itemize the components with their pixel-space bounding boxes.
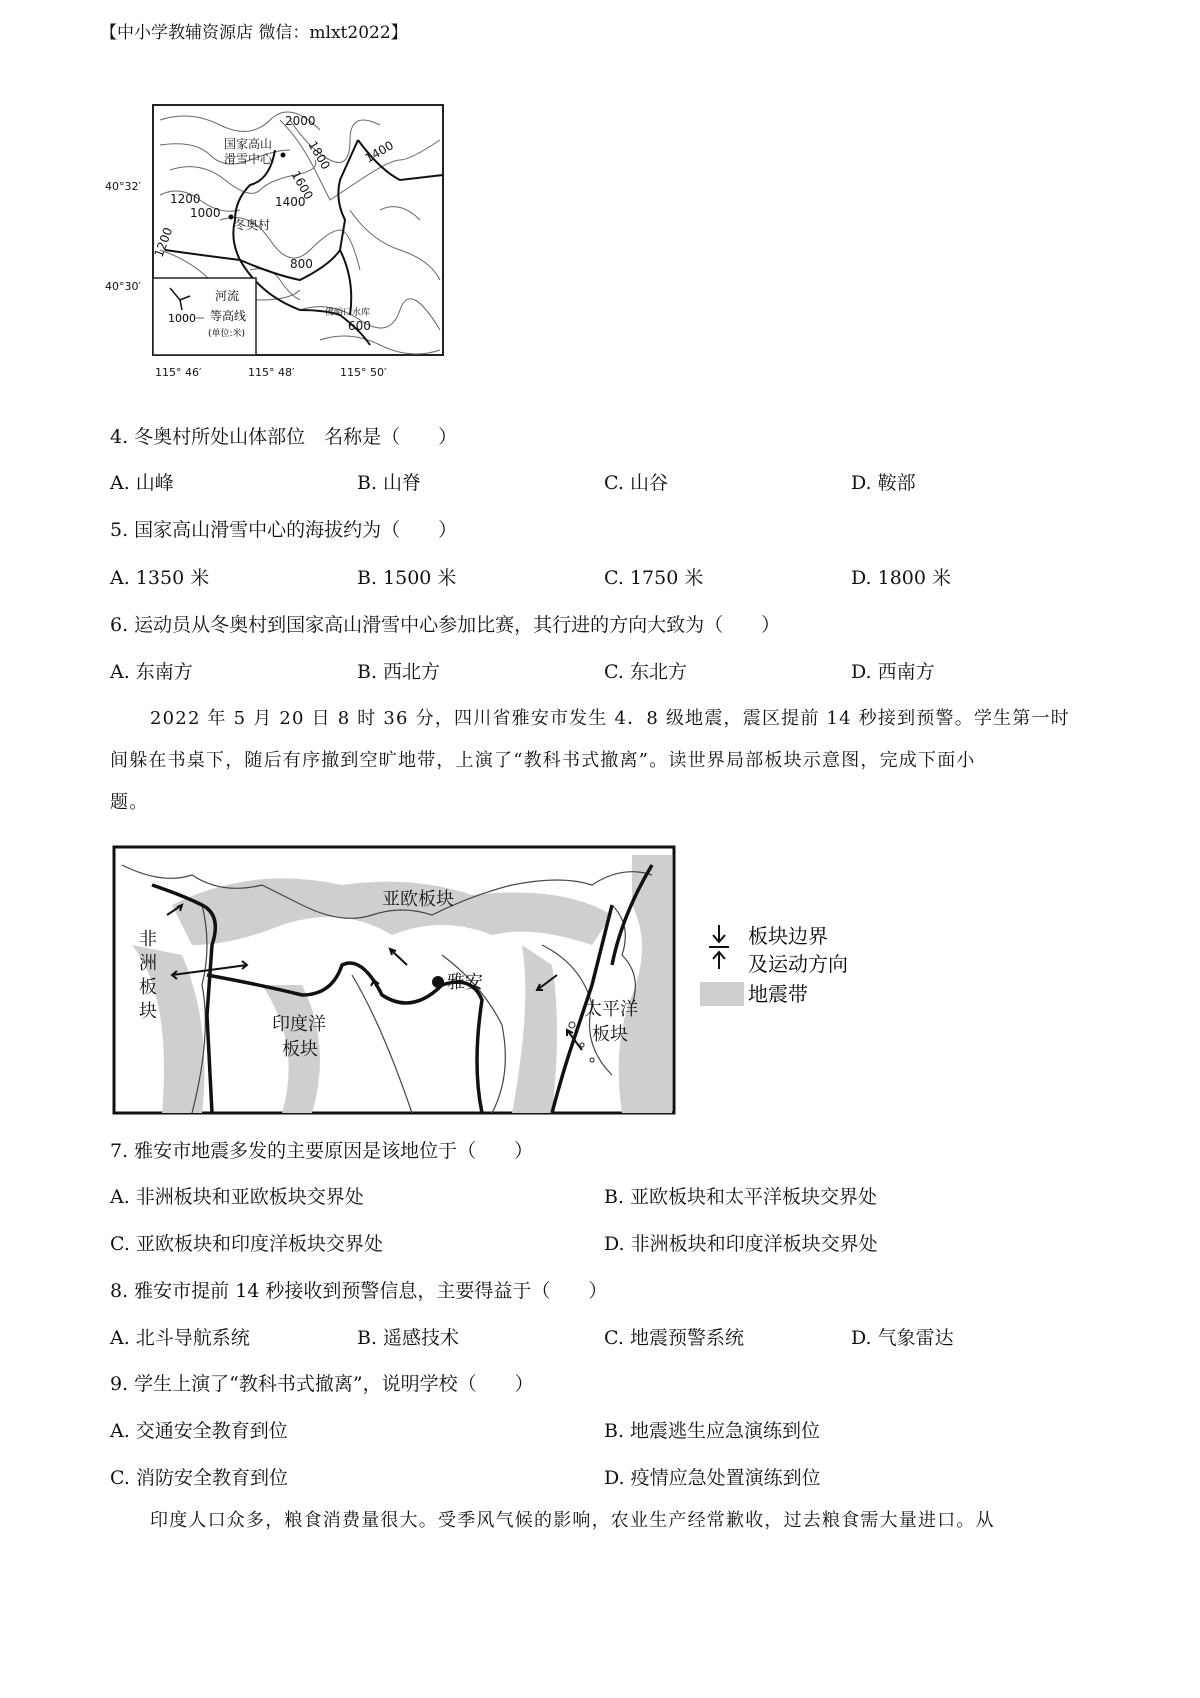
contour-label-600: 600 — [348, 319, 371, 333]
q7-option-d[interactable]: D. 非洲板块和印度洋板块交界处 — [604, 1233, 878, 1255]
q4-option-d[interactable]: D. 鞍部 — [851, 472, 916, 494]
question-7: 7. 雅安市地震多发的主要原因是该地位于（ ） — [110, 1140, 534, 1162]
q7-option-b[interactable]: B. 亚欧板块和太平洋板块交界处 — [604, 1186, 878, 1208]
label-african-3: 板 — [139, 977, 157, 998]
q8-option-b[interactable]: B. 遥感技术 — [357, 1327, 460, 1349]
q6-option-d[interactable]: D. 西南方 — [851, 661, 935, 683]
lat-label-30: 40°30′ — [105, 280, 141, 293]
contour-label-2000: 2000 — [285, 114, 316, 128]
q8-option-a[interactable]: A. 北斗导航系统 — [110, 1327, 250, 1349]
legend-contour-label: 等高线 — [210, 309, 247, 323]
label-african-1: 非 — [139, 929, 157, 950]
passage-earthquake-line-3: 题。 — [110, 792, 149, 813]
plate-boundary-map — [112, 845, 882, 1115]
contour-label-1400b: 1400 — [362, 138, 396, 166]
label-indian-2: 板块 — [282, 1039, 318, 1060]
olympic-village-label: 冬奥村 — [234, 218, 271, 232]
q5-option-a[interactable]: A. 1350 米 — [110, 567, 210, 589]
topographic-map — [100, 100, 450, 400]
lon-label-50: 115° 50′ — [340, 366, 387, 379]
q8-option-c[interactable]: C. 地震预警系统 — [604, 1327, 744, 1349]
contour-label-1200a: 1200 — [170, 192, 201, 206]
passage-india: 印度人口众多，粮食消费量很大。受季风气候的影响，农业生产经常歉收，过去粮食需大量进口。从 — [150, 1510, 995, 1531]
quake-belt-swatch — [700, 982, 744, 1006]
boundary-arrow-down-icon — [713, 925, 725, 942]
plate-legend — [700, 924, 848, 1006]
yaan-marker — [432, 976, 444, 988]
legend-boundary-1: 板块边界 — [748, 924, 828, 948]
legend-unit-label: (单位:米) — [208, 329, 246, 339]
boundary-arrow-up-icon — [713, 952, 725, 969]
label-african-2: 洲 — [139, 953, 157, 974]
q9-option-a[interactable]: A. 交通安全教育到位 — [110, 1420, 288, 1442]
q7-option-a[interactable]: A. 非洲板块和亚欧板块交界处 — [110, 1186, 364, 1208]
label-yaan: 雅安 — [447, 972, 483, 993]
passage-earthquake-line-1: 2022 年 5 月 20 日 8 时 36 分，四川省雅安市发生 4．8 级地震，震区提前 14 秒接到预警。学生第一时 — [150, 708, 1070, 729]
q5-option-c[interactable]: C. 1750 米 — [604, 567, 704, 589]
q6-option-a[interactable]: A. 东南方 — [110, 661, 193, 683]
contour-label-1200b: 1200 — [151, 225, 176, 260]
question-9: 9. 学生上演了“教科书式撤离”，说明学校（ ） — [110, 1373, 534, 1395]
q6-option-c[interactable]: C. 东北方 — [604, 661, 687, 683]
legend-river-label: 河流 — [215, 289, 240, 303]
q4-option-a[interactable]: A. 山峰 — [110, 472, 174, 494]
label-pacific-2: 板块 — [592, 1024, 628, 1045]
question-5: 5. 国家高山滑雪中心的海拔约为（ ） — [110, 519, 458, 541]
legend-contour-sample: 1000 — [168, 312, 196, 325]
label-eurasian-plate: 亚欧板块 — [382, 889, 454, 910]
q5-option-b[interactable]: B. 1500 米 — [357, 567, 457, 589]
q9-option-b[interactable]: B. 地震逃生应急演练到位 — [604, 1420, 821, 1442]
contour-label-1000: 1000 — [190, 206, 221, 220]
lon-label-48: 115° 48′ — [248, 366, 295, 379]
q6-option-b[interactable]: B. 西北方 — [357, 661, 441, 683]
question-6: 6. 运动员从冬奥村到国家高山滑雪中心参加比赛，其行进的方向大致为（ ） — [110, 614, 781, 636]
contour-label-1400a: 1400 — [275, 195, 306, 209]
lat-label-32: 40°32′ — [105, 180, 141, 193]
passage-earthquake-line-2: 间躲在书桌下，随后有序撤到空旷地带，上演了“教科书式撤离”。读世界局部板块示意图，完成下面小 — [110, 750, 976, 771]
reservoir-label: 佛峪口水库 — [325, 308, 371, 318]
ski-center-label-2: 滑雪中心 — [224, 152, 273, 166]
label-indian-1: 印度洋 — [272, 1014, 326, 1035]
q5-option-d[interactable]: D. 1800 米 — [851, 567, 952, 589]
q4-option-b[interactable]: B. 山脊 — [357, 472, 422, 494]
contour-label-1600: 1600 — [288, 168, 316, 202]
ski-center-label-1: 国家高山 — [224, 137, 273, 151]
label-african-4: 块 — [139, 1001, 157, 1022]
question-4: 4. 冬奥村所处山体部位 名称是（ ） — [110, 426, 458, 448]
q8-option-d[interactable]: D. 气象雷达 — [851, 1327, 954, 1349]
q9-option-d[interactable]: D. 疫情应急处置演练到位 — [604, 1467, 821, 1489]
contour-label-1800: 1800 — [305, 138, 333, 172]
question-8: 8. 雅安市提前 14 秒接收到预警信息，主要得益于（ ） — [110, 1280, 608, 1302]
q7-option-c[interactable]: C. 亚欧板块和印度洋板块交界处 — [110, 1233, 383, 1255]
contour-label-800: 800 — [290, 257, 313, 271]
lon-label-46: 115° 46′ — [155, 366, 202, 379]
label-pacific-1: 太平洋 — [584, 999, 638, 1020]
legend-quake-belt: 地震带 — [748, 982, 808, 1006]
passage-earthquake — [110, 698, 1100, 824]
q4-option-c[interactable]: C. 山谷 — [604, 472, 668, 494]
q9-option-c[interactable]: C. 消防安全教育到位 — [110, 1467, 288, 1489]
legend-boundary-2: 及运动方向 — [748, 952, 848, 976]
header-watermark: 【中小学教辅资源店 微信：mlxt2022】 — [100, 23, 408, 43]
